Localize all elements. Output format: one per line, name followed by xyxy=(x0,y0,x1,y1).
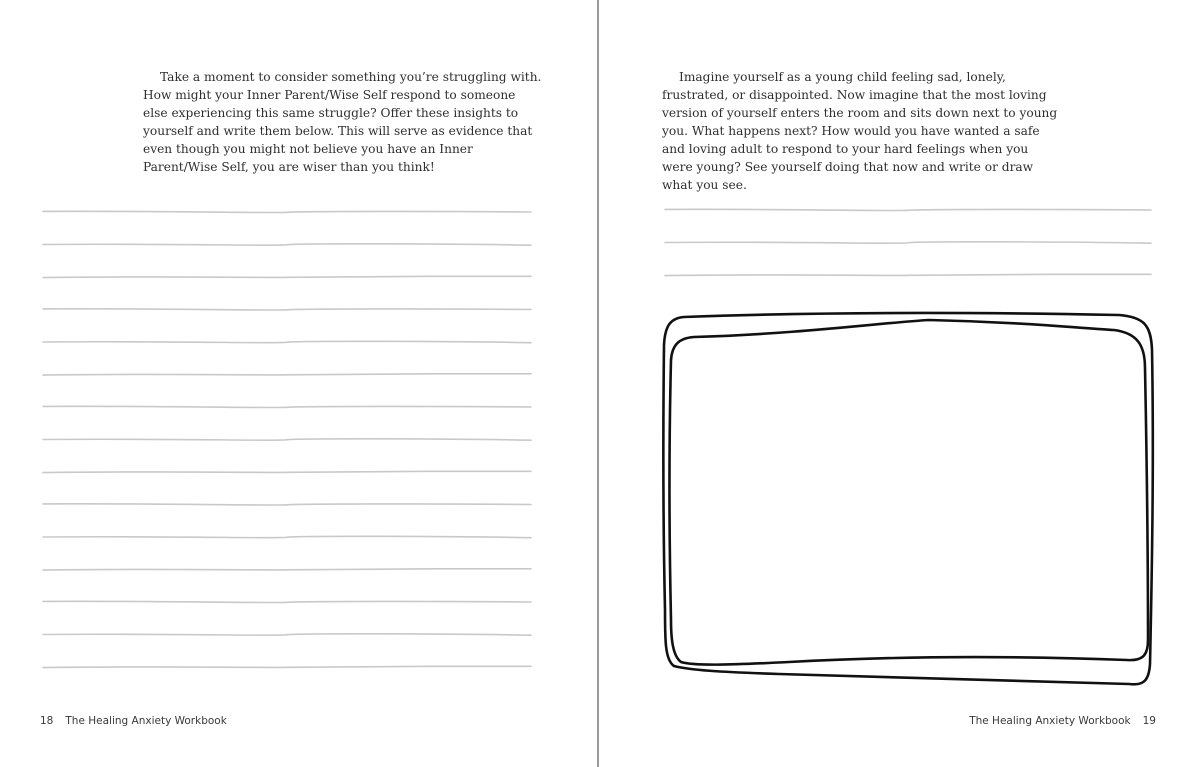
journal-prompt: Imagine yourself as a young child feeling sad, lonely, frustrated, or disappointed. Now imagine that the most loving version of yourself enters the room and sits down next to young you. What happens next? How would you have wanted a safe and loving adult to respond to your hard feelings when you were young? See yourself doing that now and write or draw what you see. xyxy=(662,70,1058,192)
frame-outer-stroke xyxy=(663,313,1152,684)
writing-line[interactable] xyxy=(43,211,531,212)
hand-drawn-frame xyxy=(599,0,1196,767)
page-footer xyxy=(969,715,1156,727)
writing-line[interactable] xyxy=(43,276,531,277)
writing-line[interactable] xyxy=(43,471,531,472)
book-title: The Healing Anxiety Workbook xyxy=(65,715,227,727)
left-page xyxy=(0,0,597,767)
writing-line[interactable] xyxy=(43,634,531,635)
page-number: 19 xyxy=(1142,715,1156,727)
writing-line[interactable] xyxy=(43,666,531,667)
right-page xyxy=(599,0,1196,767)
writing-line[interactable] xyxy=(43,536,531,537)
page-footer xyxy=(40,715,227,727)
writing-line[interactable] xyxy=(43,504,531,505)
journal-prompt: Take a moment to consider something you’re struggling with. How might your Inner Parent/Wise Self respond to someone else experiencing this same struggle? Offer these insights to yourself and write them below. This will serve as evidence that even though you might not believe you have an Inner Parent/Wise Self, you are wiser than you think! xyxy=(143,70,542,174)
writing-line[interactable] xyxy=(43,244,531,245)
book-title: The Healing Anxiety Workbook xyxy=(969,715,1131,727)
writing-line[interactable] xyxy=(43,309,531,310)
writing-line[interactable] xyxy=(43,439,531,440)
writing-line[interactable] xyxy=(43,374,531,375)
writing-lines-svg xyxy=(0,0,597,700)
writing-line[interactable] xyxy=(43,406,531,407)
writing-line[interactable] xyxy=(43,601,531,602)
frame-inner-stroke xyxy=(670,320,1149,665)
page-number: 18 xyxy=(40,715,54,727)
writing-line[interactable] xyxy=(43,341,531,342)
writing-line[interactable] xyxy=(43,569,531,570)
